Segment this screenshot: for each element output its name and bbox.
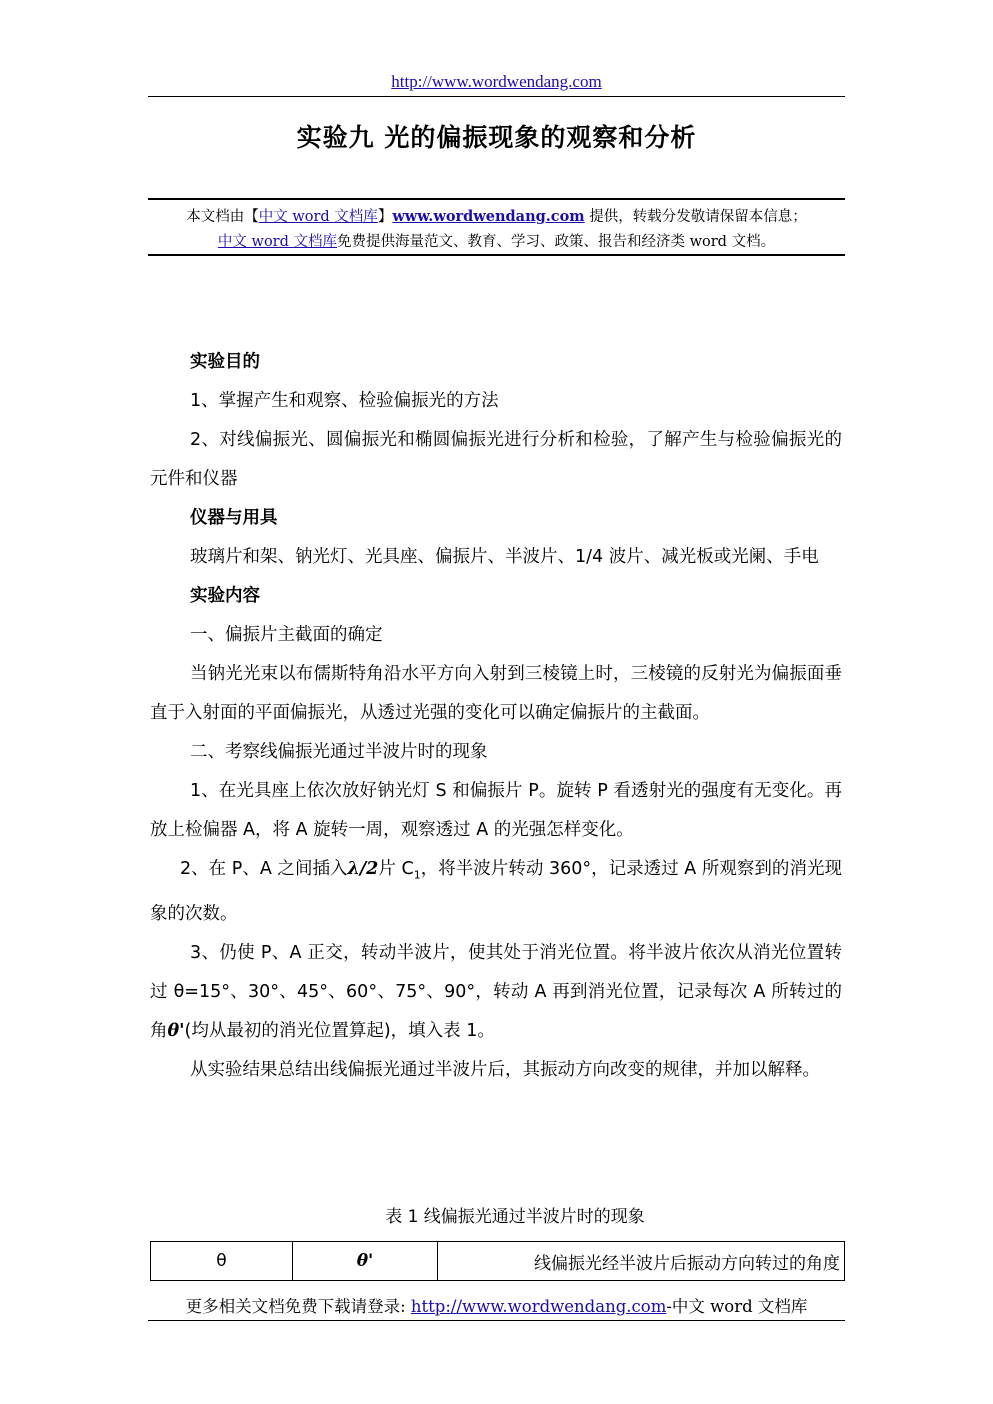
purpose-item-1: 1、掌握产生和观察、检验偏振光的方法 [190, 391, 499, 411]
content-heading: 实验内容 [190, 586, 260, 606]
step-3 [150, 934, 842, 1051]
header-url-line [0, 72, 993, 92]
purpose-heading: 实验目的 [190, 352, 260, 372]
info-text: 提供，转载分发敬请保留本信息； [584, 209, 807, 225]
footer-divider [148, 1320, 845, 1321]
footer-url-link[interactable]: http://www.wordwendang.com [410, 1297, 667, 1316]
footer-text: 更多相关文档免费下载请登录: [185, 1297, 411, 1316]
purpose-item-2: 2、对线偏振光、圆偏振光和椭圆偏振光进行分析和检验，了解产生与检验偏振光的元件和仪器 [150, 430, 842, 489]
document-title: 实验九 光的偏振现象的观察和分析 [296, 123, 697, 152]
wenku-link-2[interactable]: 中文 word 文档库 [217, 234, 337, 250]
col-rotation-angle: 线偏振光经半波片后振动方向转过的角度 [438, 1242, 845, 1281]
info-text: 本文档由【 [186, 209, 259, 225]
info-line-1 [148, 204, 845, 230]
source-info-box [148, 198, 845, 256]
table-caption: 表 1 线偏振光通过半波片时的现象 [385, 1207, 645, 1227]
step-2-text: ，将半波片转动 360°，记录透过 A 所观察到的消光现象的次数。 [150, 859, 842, 924]
results-table [150, 1241, 845, 1281]
step-3-text: 3、仍使 P、A 正交，转动半波片，使其处于消光位置。将半波片依次从消光位置转过 θ=15°、30°、45°、60°、75°、90°，转动 A 再到消光位置，记录每次 A 所转过的角 [150, 942, 842, 1041]
info-text: 】 [377, 209, 393, 225]
step-3-text: (均从最初的消光位置算起)，填入表 1。 [184, 1020, 495, 1041]
step-2 [150, 850, 842, 934]
col-theta-prime: θ' [293, 1242, 438, 1281]
step-2-text: 2、在 P、A 之间插入 [180, 859, 348, 879]
info-text: 免费提供海量范文、教育、学习、政策、报告和经济类 word 文档。 [337, 234, 776, 250]
table-header-row [151, 1242, 845, 1281]
conclusion: 从实验结果总结出线偏振光通过半波片后，其振动方向改变的规律，并加以解释。 [190, 1059, 820, 1080]
theta-prime-symbol: θ' [167, 1020, 185, 1041]
part1-heading: 一、偏振片主截面的确定 [190, 625, 383, 645]
header-divider [148, 96, 845, 97]
subscript: 1 [413, 868, 421, 882]
lambda-half-symbol: λ/2 [347, 859, 379, 879]
site-url-link[interactable]: www.wordwendang.com [392, 208, 585, 225]
step-1: 1、在光具座上依次放好钠光灯 S 和偏振片 P。旋转 P 看透射光的强度有无变化。再放上检偏器 A，将 A 旋转一周，观察透过 A 的光强怎样变化。 [150, 781, 842, 840]
part1-text: 当钠光光束以布儒斯特角沿水平方向入射到三棱镜上时，三棱镜的反射光为偏振面垂直于入射面的平面偏振光，从透过光强的变化可以确定偏振片的主截面。 [150, 664, 842, 723]
document-body [150, 343, 842, 1090]
equipment-list: 玻璃片和架、钠光灯、光具座、偏振片、半波片、1/4 波片、减光板或光阑、手电 [190, 547, 819, 567]
step-2-text: 片 C [378, 859, 414, 879]
header-url-link[interactable]: http://www.wordwendang.com [391, 72, 602, 91]
footer-line [0, 1293, 993, 1317]
part2-heading: 二、考察线偏振光通过半波片时的现象 [190, 742, 488, 762]
footer-text: -中文 word 文档库 [666, 1297, 808, 1316]
col-theta: θ [151, 1242, 293, 1281]
wenku-link[interactable]: 中文 word 文档库 [258, 209, 378, 225]
equipment-heading: 仪器与用具 [190, 508, 278, 528]
info-line-2 [148, 230, 845, 255]
